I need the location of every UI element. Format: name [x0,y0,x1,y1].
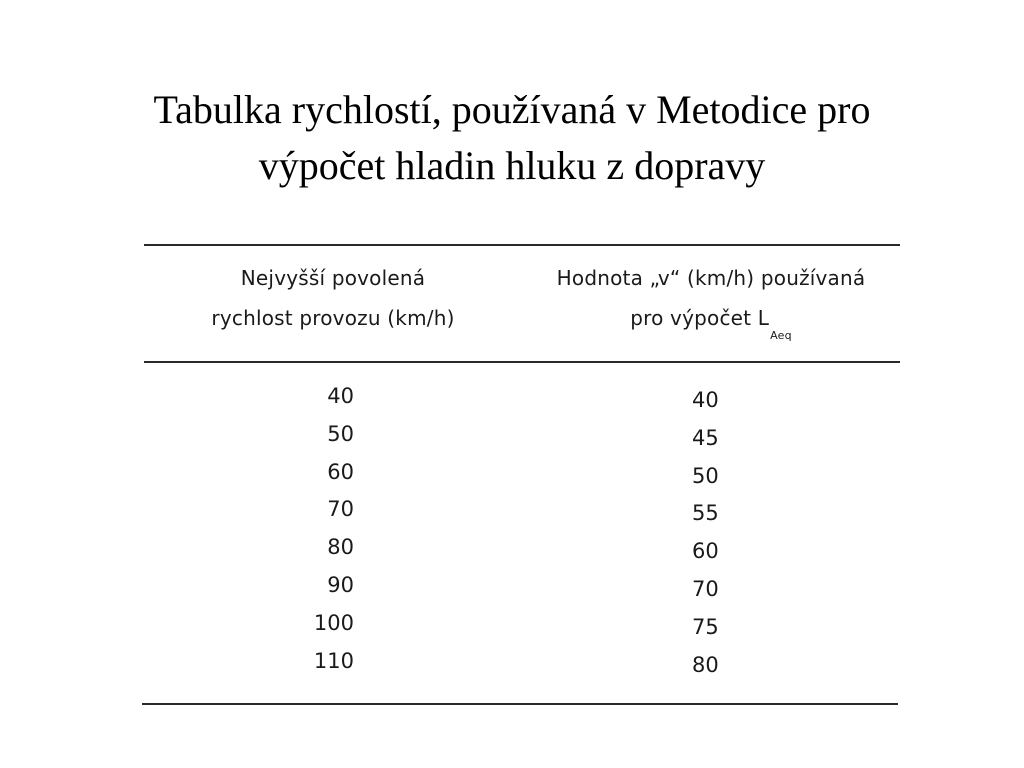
table-bottom-rule [142,703,898,705]
used-value-cell: 40 [692,388,719,412]
max-speed-cell: 80 [327,535,354,560]
header-used-value-line-1: Hodnota „v“ (km/h) používaná [556,266,866,290]
used-value-cell: 55 [692,501,719,526]
header-used-value-line-2 [532,298,890,342]
header-max-speed-line-2: rychlost provozu (km/h) [211,306,455,330]
used-value-cell: 80 [692,652,719,677]
header-used-value-line-2-text: pro výpočet L [630,306,770,330]
max-speed-cell: 100 [313,610,354,635]
slide-title [60,82,964,194]
table-top-rule [144,244,900,246]
header-laeq-subscript: Aeq [770,329,792,342]
max-speed-cell: 110 [313,648,354,673]
table-header-rule [144,361,900,363]
used-value-cell: 60 [692,539,719,564]
used-value-cell: 45 [692,425,719,450]
used-value-cell: 70 [692,576,719,601]
header-max-speed-line-1: Nejvyšší povolená [240,266,426,290]
header-used-value [532,258,890,342]
used-value-column [692,382,726,684]
max-speed-column [290,378,354,680]
max-speed-cell: 90 [327,572,354,597]
max-speed-cell: 60 [327,459,354,484]
slide-title-line-1: Tabulka rychlostí, používaná v Metodice pro [153,87,871,132]
max-speed-cell: 50 [327,421,354,446]
used-value-cell: 75 [692,614,719,639]
slide-title-line-2: výpočet hladin hluku z dopravy [258,143,766,188]
used-value-cell: 50 [692,463,719,488]
speed-table-scan [140,238,900,710]
header-max-speed [192,258,474,338]
max-speed-cell: 40 [327,384,354,408]
max-speed-cell: 70 [327,497,354,522]
